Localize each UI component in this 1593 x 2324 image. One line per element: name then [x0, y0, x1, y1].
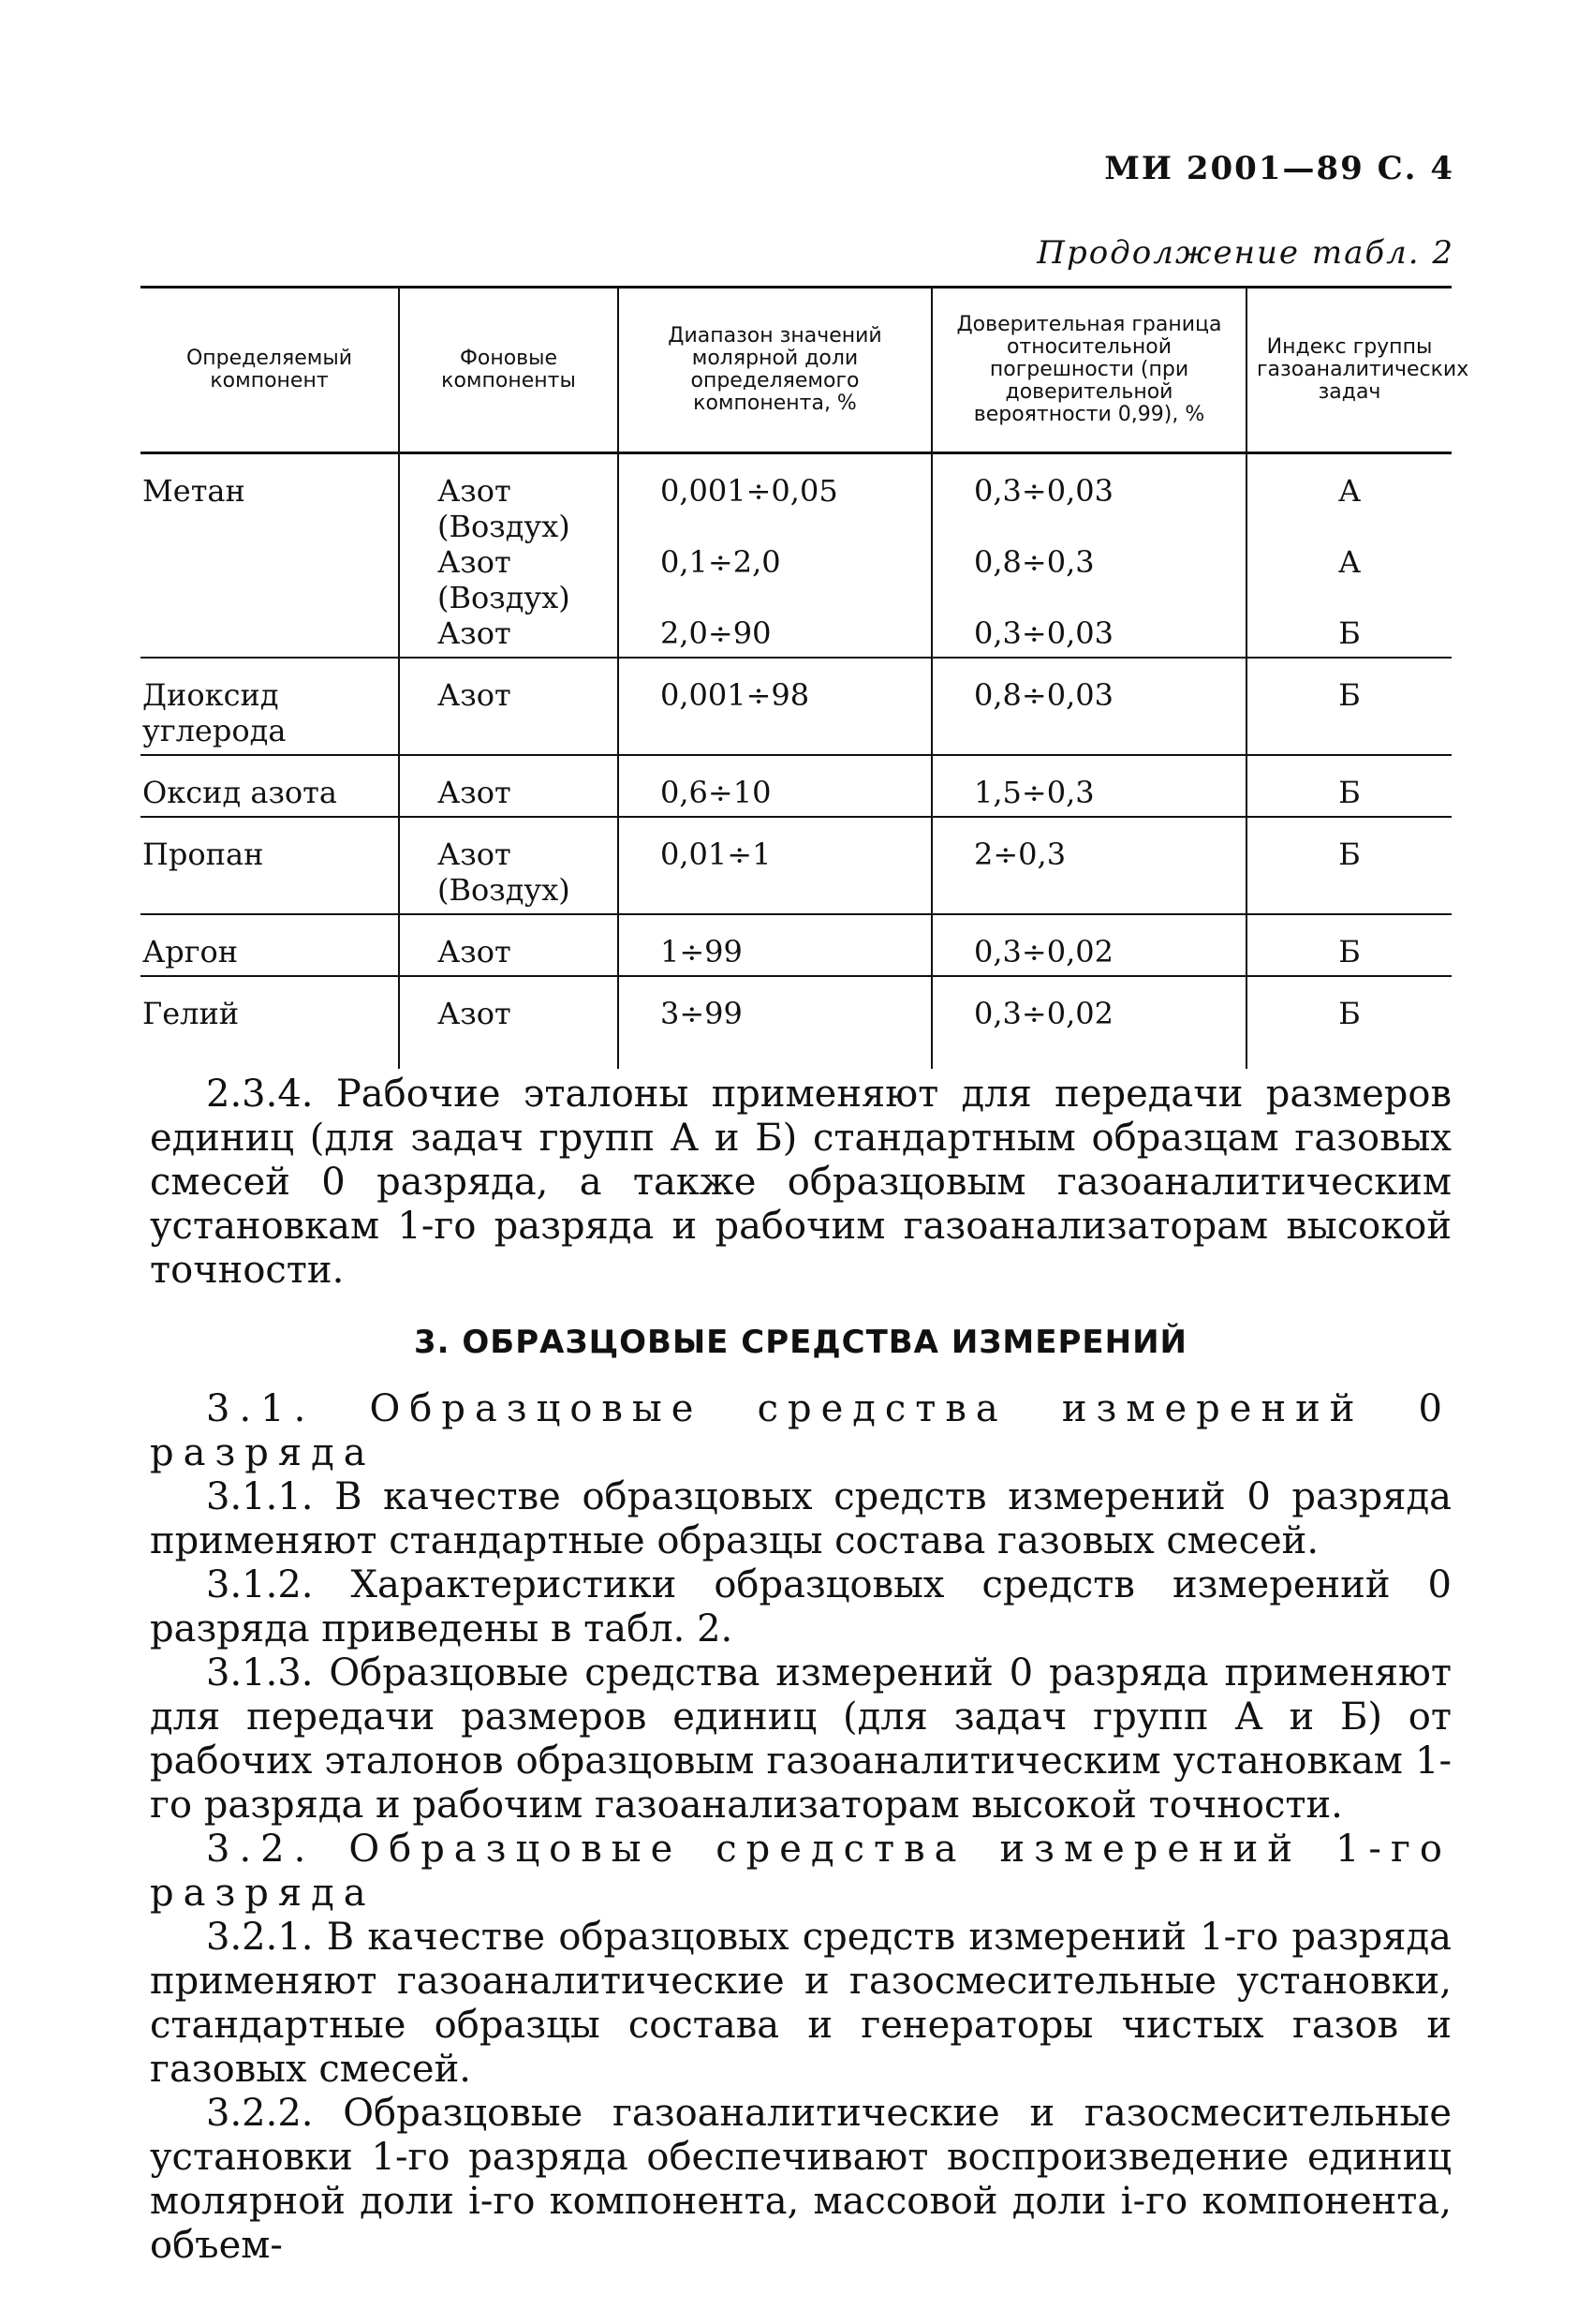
index-value: Б: [1338, 836, 1361, 872]
index-value: Б: [1338, 996, 1361, 1031]
component-name: Оксид азота: [142, 775, 337, 810]
range-value: 0,6÷10: [660, 775, 772, 810]
column-header-range: Диапазон значений молярной доли определяемого компонента, %: [618, 288, 932, 453]
background-line: Азот: [437, 615, 511, 651]
table-row: [140, 453, 1452, 659]
column-header-error: Доверительная граница относительной погрешности (при доверительной вероятности 0,99), %: [932, 288, 1246, 453]
index-value: Б: [1338, 775, 1361, 810]
cell-error: [932, 755, 1246, 817]
cell-range: [618, 914, 932, 976]
cell-error: [932, 817, 1246, 914]
column-header-background: Фоновые компоненты: [399, 288, 618, 453]
cell-error: [932, 658, 1246, 755]
cell-error: [932, 976, 1246, 1069]
cell-range: [618, 755, 932, 817]
range-value: [660, 872, 922, 908]
table-continuation-note: Продолжение табл. 2: [1037, 234, 1454, 272]
error-value: 0,3÷0,02: [974, 996, 1114, 1031]
cell-range: [618, 453, 932, 659]
cell-background: [399, 453, 618, 659]
paragraph-3-2: 3.2. Образцовые средства измерений 1-го разряда: [150, 1828, 1452, 1915]
index-value: [1257, 580, 1442, 615]
cell-component: [140, 453, 399, 659]
cell-component: [140, 817, 399, 914]
paragraph-3-1-1: 3.1.1. В качестве образцовых средств измерений 0 разряда применяют стандартные образцы состава газовых смесей.: [150, 1475, 1452, 1562]
data-table: [140, 286, 1469, 1069]
cell-background: [399, 976, 618, 1069]
cell-index: [1246, 658, 1452, 755]
range-value: 2,0÷90: [660, 615, 772, 651]
header-code: МИ 2001—89 С. 4: [1104, 150, 1454, 187]
component-name: Аргон: [142, 934, 239, 970]
component-name: Гелий: [142, 996, 240, 1031]
section-heading-3: 3. ОБРАЗЦОВЫЕ СРЕДСТВА ИЗМЕРЕНИЙ: [413, 1324, 1188, 1361]
column-header-index: Индекс группы газоаналитических задач: [1246, 288, 1452, 453]
error-value: 0,8÷0,03: [974, 677, 1114, 713]
cell-index: [1246, 755, 1452, 817]
paragraph-3-2-1: 3.2.1. В качестве образцовых средств измерений 1-го разряда применяют газоаналитические и газосмесительные установки, стандартные образцы состава и генераторы чистых газов и газовых смесей.: [150, 1916, 1452, 2091]
background-line: Азот: [437, 934, 511, 970]
table-header-row: [140, 288, 1452, 453]
error-value: 0,3÷0,02: [974, 934, 1114, 970]
background-line: Азот: [437, 775, 511, 810]
body-text: [150, 1073, 1452, 2268]
cell-component: [140, 658, 399, 755]
cell-range: [618, 817, 932, 914]
background-line: Азот: [437, 996, 511, 1031]
index-value: А: [1337, 544, 1362, 580]
error-value: [974, 509, 1236, 544]
paragraph-3-1: 3.1. Образцовые средства измерений 0 разряда: [150, 1387, 1452, 1474]
error-value: [974, 872, 1236, 908]
table-row: [140, 658, 1452, 755]
index-value: [1257, 872, 1442, 908]
paragraph-3-1-2: 3.1.2. Характеристики образцовых средств измерений 0 разряда приведены в табл. 2.: [150, 1563, 1452, 1650]
cell-background: [399, 817, 618, 914]
cell-error: [932, 914, 1246, 976]
range-value: 0,001÷0,05: [660, 473, 838, 509]
cell-background: [399, 658, 618, 755]
cell-component: [140, 755, 399, 817]
index-value: Б: [1338, 615, 1361, 651]
range-value: 3÷99: [660, 996, 743, 1031]
error-value: 1,5÷0,3: [974, 775, 1095, 810]
paragraph-3-2-2: 3.2.2. Образцовые газоаналитические и газосмесительные установки 1-го разряда обеспечивают воспроизведение единиц молярной доли i-го компонента, массовой доли i-го компонента, объем-: [150, 2092, 1452, 2267]
background-line: Азот: [437, 473, 511, 509]
component-name: Метан: [142, 473, 245, 509]
range-value: [660, 509, 922, 544]
background-line: Азот: [437, 836, 511, 872]
column-header-component: Определяемый компонент: [140, 288, 399, 453]
cell-range: [618, 976, 932, 1069]
range-value: 0,1÷2,0: [660, 544, 781, 580]
error-value: 0,8÷0,3: [974, 544, 1095, 580]
cell-component: [140, 914, 399, 976]
paragraph-3-1-3: 3.1.3. Образцовые средства измерений 0 разряда применяют для передачи размеров единиц (для задач групп А и Б) от рабочих эталонов образцовым газоаналитическим установкам 1-го разряда и рабочим газоанализаторам высокой точности.: [150, 1651, 1452, 1827]
cell-index: [1246, 453, 1452, 659]
range-value: 0,001÷98: [660, 677, 810, 713]
background-line: (Воздух): [437, 509, 570, 544]
index-value: Б: [1338, 934, 1361, 970]
error-value: [974, 580, 1236, 615]
component-name: Пропан: [142, 836, 264, 872]
range-value: [660, 580, 922, 615]
cell-background: [399, 914, 618, 976]
background-line: Азот: [437, 544, 511, 580]
cell-range: [618, 658, 932, 755]
cell-index: [1246, 914, 1452, 976]
error-value: 0,3÷0,03: [974, 473, 1114, 509]
range-value: 0,01÷1: [660, 836, 772, 872]
error-value: 2÷0,3: [974, 836, 1067, 872]
paragraph-2-3-4: 2.3.4. Рабочие эталоны применяют для передачи размеров единиц (для задач групп А и Б) стандартным образцам газовых смесей 0 разряда, а также образцовым газоаналитическим установкам 1-го разряда и рабочим газоанализаторам высокой точности.: [150, 1073, 1452, 1292]
range-value: 1÷99: [660, 934, 743, 970]
background-line: Азот: [437, 677, 511, 713]
error-value: 0,3÷0,03: [974, 615, 1114, 651]
cell-component: [140, 976, 399, 1069]
background-line: (Воздух): [437, 580, 570, 615]
table-row: [140, 914, 1452, 976]
background-line: (Воздух): [437, 872, 570, 908]
cell-index: [1246, 817, 1452, 914]
index-value: А: [1337, 473, 1362, 509]
table-row: [140, 817, 1452, 914]
cell-error: [932, 453, 1246, 659]
cell-index: [1246, 976, 1452, 1069]
component-name: Диоксид углерода: [142, 677, 287, 748]
index-value: [1257, 509, 1442, 544]
index-value: Б: [1338, 677, 1361, 713]
cell-background: [399, 755, 618, 817]
table-row: [140, 755, 1452, 817]
table-row: [140, 976, 1452, 1069]
